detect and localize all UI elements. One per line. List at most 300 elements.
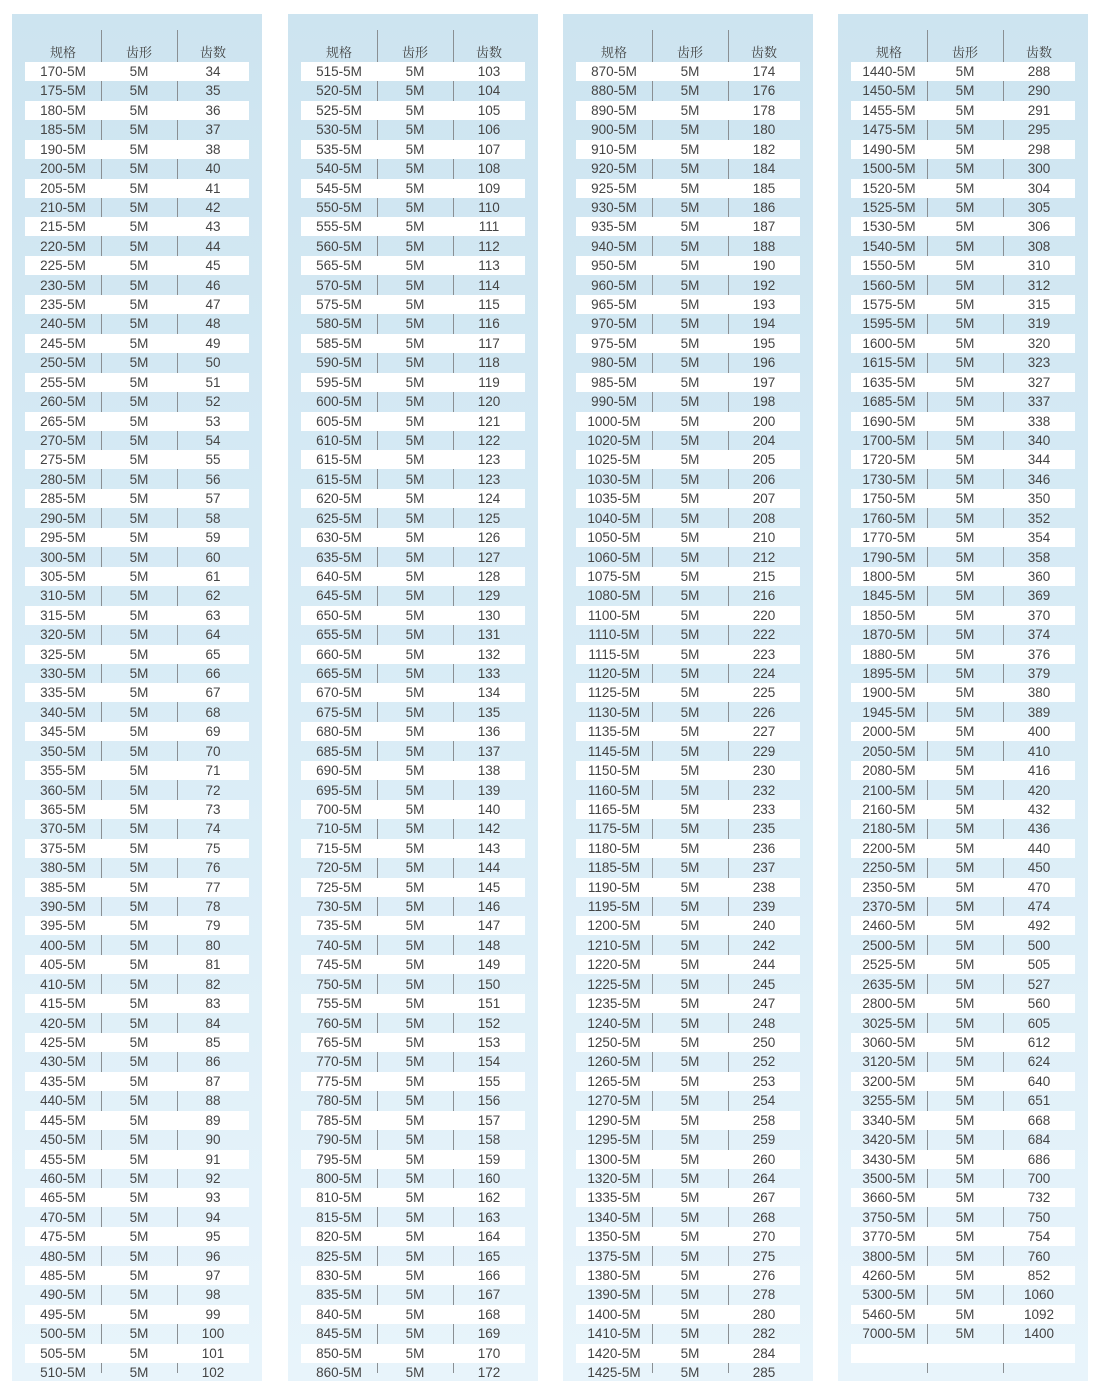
cell-profile: 5M <box>129 432 149 448</box>
cell-spec: 760-5M <box>316 1015 362 1031</box>
cell-spec: 280-5M <box>40 471 86 487</box>
cell-teeth: 668 <box>1027 1112 1051 1128</box>
cell-profile: 5M <box>129 821 149 837</box>
table-row <box>301 334 525 353</box>
table-row <box>301 314 525 333</box>
cell-spec: 2350-5M <box>862 879 916 895</box>
cell-profile: 5M <box>680 432 700 448</box>
cell-spec: 530-5M <box>316 122 362 138</box>
cell-spec: 190-5M <box>40 141 86 157</box>
cell-teeth: 346 <box>1027 471 1051 487</box>
cell-teeth: 247 <box>752 996 776 1012</box>
table-row <box>25 645 249 664</box>
cell-teeth: 172 <box>477 1365 501 1381</box>
cell-profile: 5M <box>405 549 425 565</box>
cell-teeth: 57 <box>205 491 221 507</box>
table-row <box>25 179 249 198</box>
table-row <box>851 1188 1075 1207</box>
cell-teeth: 389 <box>1027 704 1051 720</box>
cell-profile: 5M <box>680 801 700 817</box>
cell-spec: 4260-5M <box>862 1268 916 1284</box>
cell-spec: 3420-5M <box>862 1132 916 1148</box>
cell-spec: 2370-5M <box>862 899 916 915</box>
cell-teeth: 91 <box>205 1151 221 1167</box>
table-row <box>301 295 525 314</box>
cell-teeth: 174 <box>752 64 776 79</box>
table-row <box>576 392 800 411</box>
table-row <box>851 412 1075 431</box>
cell-spec: 1075-5M <box>587 568 641 584</box>
cell-teeth: 222 <box>752 627 776 643</box>
cell-teeth: 80 <box>205 937 221 953</box>
table-row <box>25 159 249 178</box>
table-row <box>851 528 1075 547</box>
cell-spec: 2050-5M <box>862 743 916 759</box>
cell-spec: 700-5M <box>316 801 362 817</box>
cell-spec: 265-5M <box>40 413 86 429</box>
table-row <box>301 1208 525 1227</box>
table-row <box>576 781 800 800</box>
cell-profile: 5M <box>680 277 700 293</box>
cell-profile: 5M <box>955 685 975 701</box>
cell-spec: 2100-5M <box>862 782 916 798</box>
cell-spec: 920-5M <box>591 161 637 177</box>
cell-profile: 5M <box>680 918 700 934</box>
cell-profile: 5M <box>680 1112 700 1128</box>
cell-profile: 5M <box>680 704 700 720</box>
cell-teeth: 132 <box>477 646 501 662</box>
cell-profile: 5M <box>680 899 700 915</box>
cell-teeth: 54 <box>205 432 221 448</box>
cell-teeth: 46 <box>205 277 221 293</box>
cell-spec: 1270-5M <box>587 1093 641 1109</box>
cell-teeth: 66 <box>205 666 221 682</box>
cell-profile: 5M <box>680 1093 700 1109</box>
cell-profile: 5M <box>680 530 700 546</box>
cell-profile: 5M <box>955 180 975 196</box>
cell-teeth: 131 <box>477 627 501 643</box>
cell-spec: 515-5M <box>316 64 362 79</box>
cell-teeth: 62 <box>205 588 221 604</box>
cell-profile: 5M <box>129 860 149 876</box>
table-row <box>576 1150 800 1169</box>
cell-profile: 5M <box>405 1326 425 1342</box>
cell-teeth: 36 <box>205 102 221 118</box>
cell-spec: 1400-5M <box>587 1306 641 1322</box>
cell-teeth: 87 <box>205 1073 221 1089</box>
cell-spec: 695-5M <box>316 782 362 798</box>
cell-teeth: 117 <box>478 335 500 351</box>
cell-teeth: 60 <box>205 549 221 565</box>
table-row <box>301 761 525 780</box>
cell-spec: 1635-5M <box>862 374 916 390</box>
cell-spec: 470-5M <box>40 1209 86 1225</box>
table-row <box>25 431 249 450</box>
table-row <box>576 761 800 780</box>
cell-profile: 5M <box>129 724 149 740</box>
cell-spec: 1410-5M <box>587 1326 641 1342</box>
cell-teeth: 100 <box>201 1326 225 1342</box>
table-row <box>301 412 525 431</box>
cell-teeth: 156 <box>477 1093 501 1109</box>
cell-profile: 5M <box>955 918 975 934</box>
cell-profile: 5M <box>405 607 425 623</box>
cell-teeth: 852 <box>1027 1268 1051 1284</box>
table-row <box>851 1227 1075 1246</box>
cell-spec: 835-5M <box>316 1287 362 1303</box>
cell-spec: 1530-5M <box>862 219 916 235</box>
cell-teeth: 126 <box>477 530 501 546</box>
table-row <box>301 567 525 586</box>
table-row <box>576 1072 800 1091</box>
cell-spec: 1060-5M <box>587 549 641 565</box>
cell-teeth: 108 <box>477 161 501 177</box>
cell-spec: 1185-5M <box>587 860 641 876</box>
cell-spec: 205-5M <box>40 180 86 196</box>
table-row <box>25 1227 249 1246</box>
cell-profile: 5M <box>405 64 425 79</box>
cell-spec: 300-5M <box>40 549 86 565</box>
cell-spec: 1870-5M <box>862 627 916 643</box>
cell-profile: 5M <box>955 316 975 332</box>
cell-profile: 5M <box>129 219 149 235</box>
table-row <box>301 1188 525 1207</box>
table-row <box>576 373 800 392</box>
table-row <box>25 334 249 353</box>
cell-teeth: 612 <box>1027 1035 1051 1050</box>
table-row <box>851 1247 1075 1266</box>
cell-spec: 360-5M <box>40 782 86 798</box>
cell-profile: 5M <box>680 510 700 526</box>
cell-spec: 245-5M <box>40 335 86 351</box>
cell-profile: 5M <box>405 355 425 371</box>
cell-profile: 5M <box>955 238 975 254</box>
cell-spec: 610-5M <box>316 432 362 448</box>
cell-teeth: 140 <box>477 801 501 817</box>
table-row <box>25 295 249 314</box>
cell-teeth: 195 <box>752 335 776 351</box>
table-row <box>25 1033 249 1052</box>
table-row <box>301 159 525 178</box>
cell-spec: 465-5M <box>40 1190 86 1206</box>
cell-teeth: 155 <box>477 1073 501 1089</box>
cell-spec: 475-5M <box>40 1229 86 1245</box>
cell-profile: 5M <box>129 297 149 313</box>
cell-profile: 5M <box>129 102 149 118</box>
cell-profile: 5M <box>405 199 425 215</box>
table-row <box>851 1208 1075 1227</box>
cell-profile: 5M <box>405 782 425 798</box>
cell-profile: 5M <box>680 1306 700 1322</box>
cell-profile: 5M <box>405 471 425 487</box>
cell-teeth: 190 <box>752 258 776 274</box>
cell-spec: 1770-5M <box>862 530 916 546</box>
cell-teeth: 376 <box>1027 646 1051 662</box>
cell-teeth: 150 <box>477 976 501 992</box>
table-row <box>576 101 800 120</box>
cell-profile: 5M <box>680 471 700 487</box>
cell-teeth: 686 <box>1027 1151 1051 1167</box>
cell-spec: 685-5M <box>316 743 362 759</box>
cell-spec: 445-5M <box>40 1112 86 1128</box>
cell-spec: 295-5M <box>40 530 86 546</box>
table-row <box>851 1130 1075 1149</box>
cell-spec: 750-5M <box>316 976 362 992</box>
cell-profile: 5M <box>680 83 700 99</box>
table-row <box>576 295 800 314</box>
table-row <box>576 1208 800 1227</box>
cell-teeth: 73 <box>205 801 221 817</box>
table-row <box>25 839 249 858</box>
table-row <box>576 198 800 217</box>
cell-spec: 460-5M <box>40 1170 86 1186</box>
table-row <box>301 1305 525 1324</box>
cell-profile: 5M <box>680 394 700 410</box>
table-row <box>301 819 525 838</box>
cell-spec: 250-5M <box>40 355 86 371</box>
table-row <box>301 722 525 741</box>
cell-teeth: 196 <box>752 355 776 371</box>
cell-profile: 5M <box>129 1073 149 1089</box>
cell-profile: 5M <box>129 1287 149 1303</box>
cell-profile: 5M <box>680 374 700 390</box>
table-header <box>288 42 538 62</box>
cell-teeth: 41 <box>205 180 221 196</box>
cell-profile: 5M <box>405 1132 425 1148</box>
header-profile: 齿形 <box>401 45 428 60</box>
cell-profile: 5M <box>680 1151 700 1167</box>
cell-spec: 550-5M <box>316 199 362 215</box>
cell-spec: 815-5M <box>316 1209 362 1225</box>
cell-teeth: 105 <box>477 102 501 118</box>
table-row <box>851 217 1075 236</box>
cell-spec: 580-5M <box>316 316 362 332</box>
cell-teeth: 360 <box>1027 568 1051 584</box>
cell-teeth: 82 <box>205 976 221 992</box>
cell-profile: 5M <box>955 394 975 410</box>
cell-spec: 290-5M <box>40 510 86 526</box>
cell-profile: 5M <box>680 549 700 565</box>
cell-teeth: 112 <box>478 238 500 254</box>
cell-teeth: 416 <box>1027 763 1051 779</box>
table-row <box>851 81 1075 100</box>
cell-spec: 1690-5M <box>862 413 916 429</box>
cell-profile: 5M <box>405 297 425 313</box>
cell-profile: 5M <box>955 432 975 448</box>
table-row <box>851 1091 1075 1110</box>
cell-teeth: 306 <box>1027 219 1051 235</box>
cell-teeth: 154 <box>477 1054 501 1070</box>
cell-profile: 5M <box>129 937 149 953</box>
cell-profile: 5M <box>405 879 425 895</box>
cell-teeth: 176 <box>752 83 776 99</box>
cell-teeth: 224 <box>752 666 776 682</box>
cell-spec: 620-5M <box>316 491 362 507</box>
cell-teeth: 212 <box>752 549 776 565</box>
table-row <box>25 1324 249 1343</box>
cell-teeth: 85 <box>205 1035 221 1050</box>
cell-spec: 380-5M <box>40 860 86 876</box>
cell-profile: 5M <box>680 1268 700 1284</box>
table-row <box>851 800 1075 819</box>
cell-teeth: 235 <box>752 821 776 837</box>
cell-teeth: 300 <box>1027 161 1051 177</box>
cell-spec: 800-5M <box>316 1170 362 1186</box>
cell-teeth: 145 <box>477 879 501 895</box>
table-row <box>576 1111 800 1130</box>
cell-teeth: 51 <box>205 374 221 390</box>
cell-spec: 570-5M <box>316 277 362 293</box>
table-row <box>25 470 249 489</box>
cell-profile: 5M <box>405 743 425 759</box>
cell-profile: 5M <box>680 1326 700 1342</box>
cell-teeth: 81 <box>205 957 221 973</box>
cell-profile: 5M <box>955 1112 975 1128</box>
cell-spec: 860-5M <box>316 1365 362 1381</box>
cell-teeth: 165 <box>477 1248 501 1264</box>
cell-teeth: 122 <box>477 432 501 448</box>
table-row <box>301 1247 525 1266</box>
cell-spec: 730-5M <box>316 899 362 915</box>
table-row <box>301 936 525 955</box>
cell-profile: 5M <box>680 588 700 604</box>
cell-spec: 1265-5M <box>587 1073 641 1089</box>
cell-spec: 1750-5M <box>862 491 916 507</box>
cell-profile: 5M <box>955 141 975 157</box>
cell-teeth: 291 <box>1027 102 1051 118</box>
cell-teeth: 168 <box>477 1306 501 1322</box>
table-row <box>576 334 800 353</box>
table-row <box>25 1111 249 1130</box>
table-row <box>576 916 800 935</box>
cell-profile: 5M <box>955 335 975 351</box>
cell-spec: 200-5M <box>40 161 86 177</box>
cell-spec: 985-5M <box>591 374 637 390</box>
table-row <box>851 509 1075 528</box>
cell-teeth: 250 <box>752 1035 776 1050</box>
cell-teeth: 1060 <box>1023 1287 1055 1303</box>
cell-spec: 1030-5M <box>587 471 641 487</box>
cell-teeth: 44 <box>205 238 221 254</box>
cell-spec: 170-5M <box>40 64 86 79</box>
table-row <box>851 431 1075 450</box>
cell-teeth: 135 <box>477 704 501 720</box>
cell-teeth: 45 <box>205 258 221 274</box>
cell-profile: 5M <box>955 860 975 876</box>
cell-profile: 5M <box>955 1073 975 1089</box>
cell-teeth: 137 <box>477 743 501 759</box>
cell-spec: 640-5M <box>316 568 362 584</box>
cell-teeth: 640 <box>1027 1073 1051 1089</box>
table-row <box>576 975 800 994</box>
cell-spec: 1895-5M <box>862 666 916 682</box>
table-row <box>851 1266 1075 1285</box>
cell-spec: 225-5M <box>40 258 86 274</box>
cell-profile: 5M <box>129 199 149 215</box>
cell-teeth: 106 <box>477 122 501 138</box>
cell-profile: 5M <box>405 568 425 584</box>
cell-spec: 255-5M <box>40 374 86 390</box>
cell-spec: 1375-5M <box>587 1248 641 1264</box>
cell-teeth: 69 <box>205 724 221 740</box>
cell-teeth: 379 <box>1027 666 1051 682</box>
cell-teeth: 153 <box>477 1035 501 1050</box>
table-header <box>12 42 262 62</box>
cell-profile: 5M <box>405 724 425 740</box>
table-row <box>25 392 249 411</box>
table-row <box>25 1169 249 1188</box>
cell-teeth: 158 <box>477 1132 501 1148</box>
table-row <box>576 62 800 81</box>
cell-profile: 5M <box>955 666 975 682</box>
cell-spec: 1575-5M <box>862 297 916 313</box>
cell-teeth: 275 <box>752 1248 776 1264</box>
table-row <box>576 800 800 819</box>
cell-teeth: 99 <box>205 1306 221 1322</box>
table-row <box>301 1130 525 1149</box>
cell-profile: 5M <box>405 1190 425 1206</box>
cell-spec: 375-5M <box>40 840 86 856</box>
cell-spec: 715-5M <box>316 840 362 856</box>
cell-spec: 965-5M <box>591 297 637 313</box>
cell-teeth: 198 <box>752 394 776 410</box>
cell-spec: 825-5M <box>316 1248 362 1264</box>
cell-profile: 5M <box>955 510 975 526</box>
cell-profile: 5M <box>680 646 700 662</box>
table-row <box>25 1208 249 1227</box>
cell-teeth: 624 <box>1027 1054 1051 1070</box>
table-row <box>301 858 525 877</box>
table-row <box>301 217 525 236</box>
cell-teeth: 260 <box>752 1151 776 1167</box>
cell-teeth: 206 <box>752 471 776 487</box>
cell-profile: 5M <box>680 957 700 973</box>
cell-profile: 5M <box>955 957 975 973</box>
cell-teeth: 220 <box>752 607 776 623</box>
table-row <box>851 140 1075 159</box>
table-row <box>576 567 800 586</box>
table-row <box>25 489 249 508</box>
cell-profile: 5M <box>680 355 700 371</box>
table-row <box>25 781 249 800</box>
cell-spec: 980-5M <box>591 355 637 371</box>
cell-spec: 545-5M <box>316 180 362 196</box>
cell-profile: 5M <box>405 918 425 934</box>
cell-spec: 1000-5M <box>587 413 641 429</box>
cell-spec: 680-5M <box>316 724 362 740</box>
cell-profile: 5M <box>405 588 425 604</box>
cell-spec: 910-5M <box>591 141 637 157</box>
cell-spec: 845-5M <box>316 1326 362 1342</box>
cell-teeth: 285 <box>752 1365 776 1381</box>
cell-spec: 565-5M <box>316 258 362 274</box>
cell-teeth: 98 <box>205 1287 221 1303</box>
table-row <box>851 237 1075 256</box>
cell-teeth: 89 <box>205 1112 221 1128</box>
table-row <box>851 897 1075 916</box>
cell-spec: 840-5M <box>316 1306 362 1322</box>
cell-teeth: 254 <box>752 1093 776 1109</box>
cell-profile: 5M <box>680 821 700 837</box>
cell-teeth: 298 <box>1027 141 1051 157</box>
cell-teeth: 101 <box>201 1345 225 1361</box>
cell-profile: 5M <box>129 452 149 468</box>
cell-profile: 5M <box>129 83 149 99</box>
cell-teeth: 223 <box>752 646 776 662</box>
cell-profile: 5M <box>129 394 149 410</box>
cell-teeth: 76 <box>205 860 221 876</box>
cell-profile: 5M <box>405 1345 425 1361</box>
